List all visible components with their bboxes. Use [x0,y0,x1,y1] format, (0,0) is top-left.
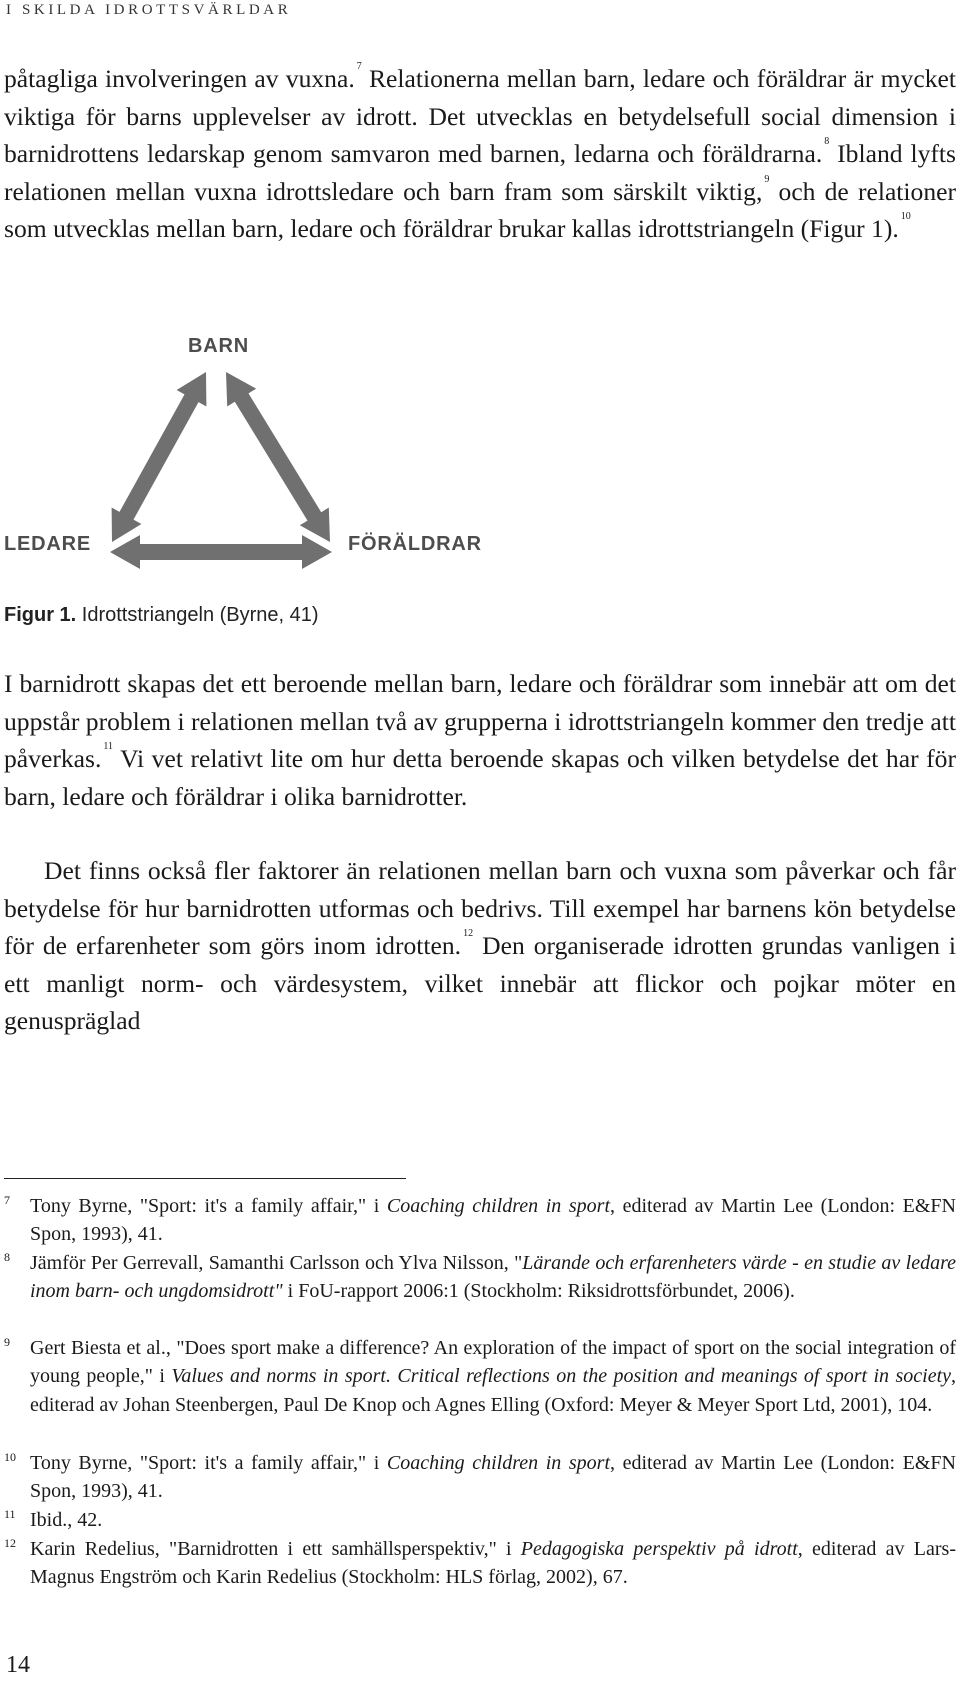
footnote-number: 11 [4,1507,16,1521]
figure-label-barn: BARN [188,335,249,357]
title-italic: Pedagogiska perspektiv på idrott [520,1538,798,1560]
figure-label-foraldrar: FÖRÄLDRAR [348,533,482,555]
paragraph-1 [4,60,956,248]
footnote-11 [4,1506,956,1535]
text-run: , editerad av Johan Steenbergen, Paul De Knop och Agnes Elling (Oxford: Meyer & Meyer Sport Ltd, 2001), 104. [30,1365,957,1416]
footnote-9 [4,1334,956,1449]
footnote-ref[interactable]: 9 [764,173,770,185]
idrottstriangeln-figure [0,330,520,570]
text-run: Ibid., 42. [30,1509,103,1531]
arrow-barn-ledare [112,372,207,542]
text-run: Den organiserade idrotten grundas vanligen i ett manligt norm- och värdesystem, vilket innebär att flickor och pojkar möter en genuspräglad [4,931,956,1035]
footnote-number: 12 [4,1536,16,1550]
footnote-ref[interactable]: 11 [103,741,113,752]
title-italic: Lärande och erfarenheters värde - en studie av ledare inom barn- och ungdomsidrott" [30,1252,956,1303]
figure-caption [4,604,319,627]
text-run: , editerad av Lars-Magnus Engström och Karin Redelius (Stockholm: HLS förlag, 2002), 67. [30,1538,956,1589]
footnote-number: 8 [4,1250,10,1264]
footnote-ref[interactable]: 7 [356,61,362,72]
text-run: Det finns också fler faktorer än relationen mellan barn och vuxna som påverkar och får betydelse för hur barnidrotten utformas och bedrivs. Till exempel har barnens kön betydelse för de erfarenheter som görs inom idrotten. [4,856,956,960]
title-italic: Coaching children in sport [386,1452,611,1474]
text-run: Vi vet relativt lite om hur detta beroende skapas och vilken betydelse det har för barn, ledare och föräldrar i olika barnidrotter. [4,744,956,811]
arrow-barn-foraldrar [226,372,330,542]
caption-label: Figur 1. [4,604,77,626]
arrow-ledare-foraldrar [110,535,332,569]
footnotes [4,1192,956,1592]
text-run: I barnidrott skapas det ett beroende mellan barn, ledare och föräldrar som innebär att om det uppstår problem i relationen mellan två av grupperna i idrottstriangeln kommer den tredje att påverkas. [4,669,956,773]
text-run: Karin Redelius, "Barnidrotten i ett samhällsperspektiv," i [30,1538,521,1560]
text-run: , editerad av Martin Lee (London: E&FN Spon, 1993), 41. [30,1452,956,1503]
running-head: I SKILDA IDROTTSVÄRLDAR [6,2,292,18]
text-run: Relationerna mellan barn, ledare och föräldrar är mycket viktiga för barns upplevelser av idrott. Det utvecklas en betydelsefull social dimension i barnidrottens ledarskap genom samvaron med barnen, ledarna och föräldrarna. [4,64,956,168]
footnote-12 [4,1535,956,1592]
footnote-ref[interactable]: 10 [900,211,911,222]
footnote-10 [4,1449,956,1506]
text-run: Gert Biesta et al., "Does sport make a difference? An exploration of the impact of sport on the social integration of young people," i [30,1337,956,1388]
text-run: påtagliga involveringen av vuxna. [4,64,355,93]
paragraph-3 [4,852,956,1040]
footnote-number: 9 [4,1335,10,1349]
footnote-ref[interactable]: 8 [824,136,830,147]
footnote-number: 10 [4,1450,16,1464]
title-italic: Coaching children in sport [386,1195,611,1217]
footnote-7 [4,1192,956,1249]
footnote-8 [4,1249,956,1334]
title-italic: Values and norms in sport. Critical reflections on the position and meanings of sport in society [171,1365,952,1388]
text-run: Tony Byrne, "Sport: it's a family affair," i [30,1452,387,1474]
text-run: och de relationer som utvecklas mellan barn, ledare och föräldrar brukar kallas idrottstriangeln (Figur 1). [4,176,957,243]
text-run: i FoU-rapport 2006:1 (Stockholm: Riksidrottsförbundet, 2006). [282,1280,795,1303]
text-run: Jämför Per Gerrevall, Samanthi Carlsson och Ylva Nilsson, " [30,1252,523,1274]
caption-text: Idrottstriangeln (Byrne, 41) [76,604,319,626]
figure-label-ledare: LEDARE [4,533,92,555]
paragraph-2 [4,665,956,815]
text-run: , editerad av Martin Lee (London: E&FN Spon, 1993), 41. [30,1195,956,1246]
text-run: Ibland lyfts relationen mellan vuxna idrottsledare och barn fram som särskilt viktig, [4,139,956,206]
footnote-ref[interactable]: 12 [463,928,474,939]
footnote-divider [4,1178,406,1179]
footnote-number: 7 [4,1193,10,1207]
page-number: 14 [6,1652,30,1678]
text-run: Tony Byrne, "Sport: it's a family affair," i [30,1195,387,1217]
